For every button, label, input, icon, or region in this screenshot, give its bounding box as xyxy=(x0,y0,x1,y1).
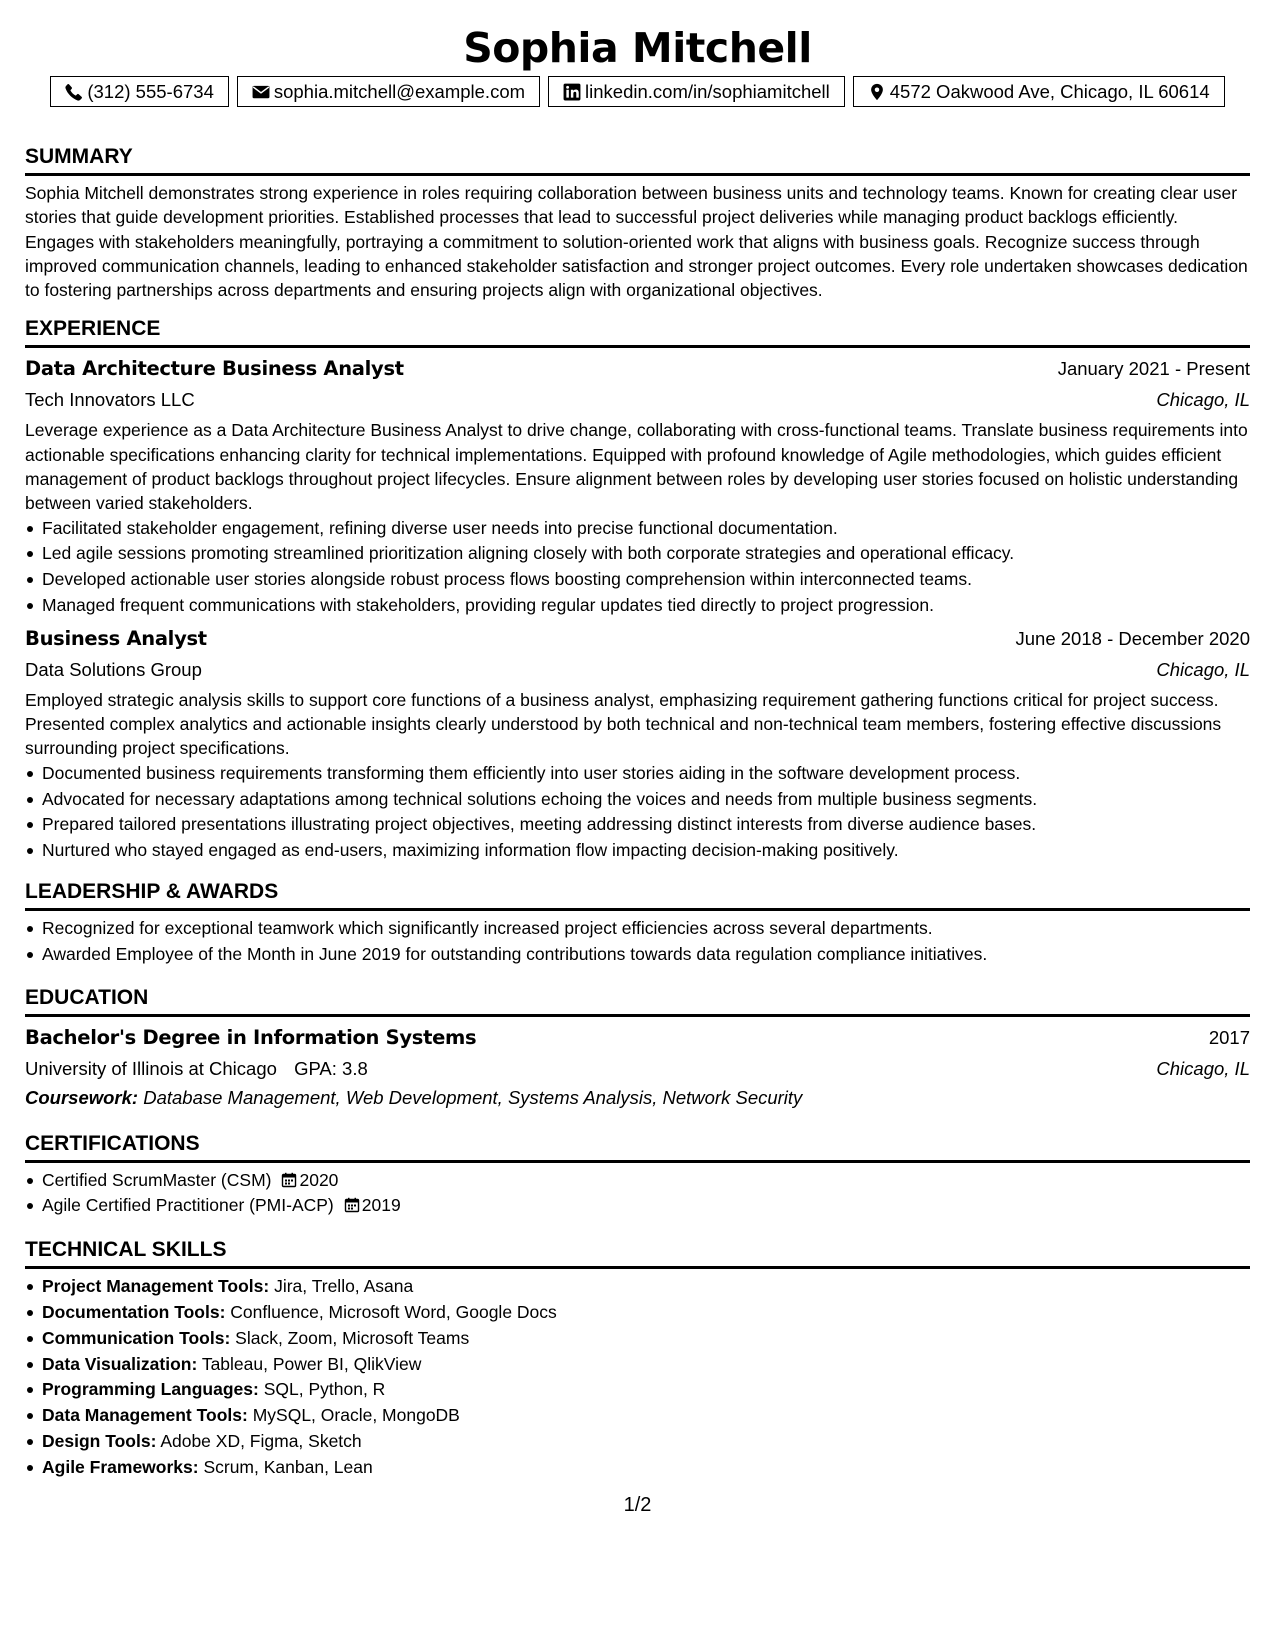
summary-text: Sophia Mitchell demonstrates strong experience in roles requiring collaboration between business units and technology teams. Known for creating clear user stories that guide development priorities. Established processes that lead to successful project deliveries while managing product backlogs efficiently. Engages with stakeholders meaningfully, portraying a commitment to solution-oriented work that aligns with business goals. Recognize success through improved communication channels, leading to enhanced stakeholder satisfaction and stronger project outcomes. Every role undertaken showcases dedication to fostering partnerships across departments and ensuring projects align with organizational objectives. xyxy=(25,183,1248,301)
job-entry xyxy=(25,623,1250,864)
list-item: Managed frequent communications with stakeholders, providing regular updates tied directly to project progression. xyxy=(25,593,1250,619)
skill-label: Design Tools: xyxy=(42,1430,157,1451)
skill-value: Tableau, Power BI, QlikView xyxy=(201,1353,422,1374)
job-description: Employed strategic analysis skills to support core functions of a business analyst, emphasizing requirement gathering functions critical for project success. Presented complex analytics and actionable insights clearly understood by both technical and non-technical team members, fostering effective discussions surrounding project specifications. xyxy=(25,689,1222,759)
coursework-list: Database Management, Web Development, Systems Analysis, Network Security xyxy=(143,1086,803,1108)
phone-icon xyxy=(65,83,83,101)
contact-phone[interactable] xyxy=(50,76,229,107)
skill-label: Programming Languages: xyxy=(42,1379,259,1400)
coursework xyxy=(25,1084,1250,1111)
list-item: Awarded Employee of the Month in June 2019 for outstanding contributions towards data regulation compliance initiatives. xyxy=(25,942,1250,968)
job-description: Leverage experience as a Data Architecture Business Analyst to drive change, collaborating with cross-functional teams. Translate business requirements into actionable specifications enhancing clarity for technical implementations. Equipped with profound knowledge of Agile methodologies, which guides efficient management of product backlogs throughout project lifecycles. Ensure alignment between roles by developing user stories focused on holistic understanding between varied stakeholders. xyxy=(25,420,1248,514)
list-item: Prepared tailored presentations illustrating project objectives, meeting addressing distinct interests from diverse audience bases. xyxy=(25,812,1250,838)
contact-email-text: sophia.mitchell@example.com xyxy=(273,80,526,102)
skill-value: Confluence, Microsoft Word, Google Docs xyxy=(230,1301,557,1322)
section-title: TECHNICAL SKILLS xyxy=(25,1237,1250,1269)
list-item xyxy=(25,1326,1250,1352)
experience-section xyxy=(25,316,1250,863)
skill-value: MySQL, Oracle, MongoDB xyxy=(252,1405,460,1426)
certification-list xyxy=(25,1168,1250,1220)
skill-label: Data Visualization: xyxy=(42,1353,198,1374)
job-company: Data Solutions Group xyxy=(25,658,202,680)
list-item: Nurtured who stayed engaged as end-users, maximizing information flow impacting decision-making positively. xyxy=(25,838,1250,864)
list-item xyxy=(25,1403,1250,1429)
list-item: Led agile sessions promoting streamlined prioritization aligning closely with both corporate strategies and operational efficacy. xyxy=(25,541,1250,567)
certification-year: 2019 xyxy=(361,1195,401,1216)
coursework-label: Coursework: xyxy=(25,1086,139,1108)
list-item xyxy=(25,1352,1250,1378)
skill-value: Jira, Trello, Asana xyxy=(274,1276,414,1297)
job-bullets xyxy=(25,761,1250,864)
list-item: Advocated for necessary adaptations among technical solutions echoing the voices and needs from multiple business segments. xyxy=(25,787,1250,813)
job-title: Data Architecture Business Analyst xyxy=(25,357,404,381)
section-title: LEADERSHIP & AWARDS xyxy=(25,879,1250,911)
job-bullets xyxy=(25,516,1250,619)
list-item xyxy=(25,1429,1250,1455)
leadership-bullets xyxy=(25,916,1250,968)
section-title: SUMMARY xyxy=(25,144,1250,176)
list-item xyxy=(25,1274,1250,1300)
job-date: January 2021 - Present xyxy=(1057,358,1250,380)
skill-value: Scrum, Kanban, Lean xyxy=(203,1456,373,1477)
skill-label: Communication Tools: xyxy=(42,1327,231,1348)
job-location: Chicago, IL xyxy=(1156,658,1250,680)
contact-linkedin-text: linkedin.com/in/sophiamitchell xyxy=(585,80,830,102)
leadership-section xyxy=(25,879,1250,968)
list-item xyxy=(25,1168,1250,1194)
skill-label: Documentation Tools: xyxy=(42,1301,226,1322)
section-title: EDUCATION xyxy=(25,985,1250,1017)
contact-address[interactable] xyxy=(853,76,1225,107)
summary-section xyxy=(25,144,1250,302)
gpa: GPA: 3.8 xyxy=(294,1057,368,1079)
section-title: CERTIFICATIONS xyxy=(25,1131,1250,1163)
skill-value: SQL, Python, R xyxy=(263,1379,386,1400)
envelope-icon xyxy=(252,83,270,101)
list-item xyxy=(25,1377,1250,1403)
candidate-name: Sophia Mitchell xyxy=(463,24,812,72)
contact-bar xyxy=(25,76,1250,107)
calendar-icon xyxy=(281,1170,297,1186)
certification-name: Certified ScrumMaster (CSM) xyxy=(42,1169,272,1190)
list-item: Developed actionable user stories alongside robust process flows boosting comprehension within interconnected teams. xyxy=(25,567,1250,593)
job-title: Business Analyst xyxy=(25,626,207,650)
skill-label: Agile Frameworks: xyxy=(42,1456,199,1477)
list-item: Documented business requirements transforming them efficiently into user stories aiding in the software development process. xyxy=(25,761,1250,787)
list-item xyxy=(25,1193,1250,1219)
skills-section xyxy=(25,1237,1250,1480)
job-location: Chicago, IL xyxy=(1156,389,1250,411)
education-section xyxy=(25,985,1250,1111)
linkedin-icon xyxy=(563,83,581,101)
skill-value: Slack, Zoom, Microsoft Teams xyxy=(235,1327,470,1348)
graduation-year: 2017 xyxy=(1208,1026,1250,1048)
map-pin-icon xyxy=(868,83,886,101)
contact-phone-text: (312) 555-6734 xyxy=(87,80,214,102)
skill-value: Adobe XD, Figma, Sketch xyxy=(160,1430,362,1451)
certifications-section xyxy=(25,1131,1250,1220)
list-item xyxy=(25,1455,1250,1481)
job-entry xyxy=(25,353,1250,618)
job-company: Tech Innovators LLC xyxy=(25,389,195,411)
calendar-icon xyxy=(344,1195,360,1211)
degree-title: Bachelor's Degree in Information Systems xyxy=(25,1025,477,1049)
job-date: June 2018 - December 2020 xyxy=(1015,627,1250,649)
contact-linkedin[interactable] xyxy=(548,76,845,107)
page-number: 1/2 xyxy=(623,1494,652,1516)
skills-list xyxy=(25,1274,1250,1480)
list-item xyxy=(25,1300,1250,1326)
contact-address-text: 4572 Oakwood Ave, Chicago, IL 60614 xyxy=(889,80,1210,102)
resume-page xyxy=(25,22,1250,1481)
section-title: EXPERIENCE xyxy=(25,316,1250,348)
certification-year: 2020 xyxy=(299,1169,339,1190)
school-name: University of Illinois at Chicago xyxy=(25,1057,277,1079)
skill-label: Project Management Tools: xyxy=(42,1276,270,1297)
list-item: Recognized for exceptional teamwork which significantly increased project efficiencies across several departments. xyxy=(25,916,1250,942)
school-location: Chicago, IL xyxy=(1156,1057,1250,1079)
skill-label: Data Management Tools: xyxy=(42,1405,248,1426)
list-item: Facilitated stakeholder engagement, refining diverse user needs into precise functional documentation. xyxy=(25,516,1250,542)
certification-name: Agile Certified Practitioner (PMI-ACP) xyxy=(42,1195,334,1216)
contact-email[interactable] xyxy=(237,76,540,107)
